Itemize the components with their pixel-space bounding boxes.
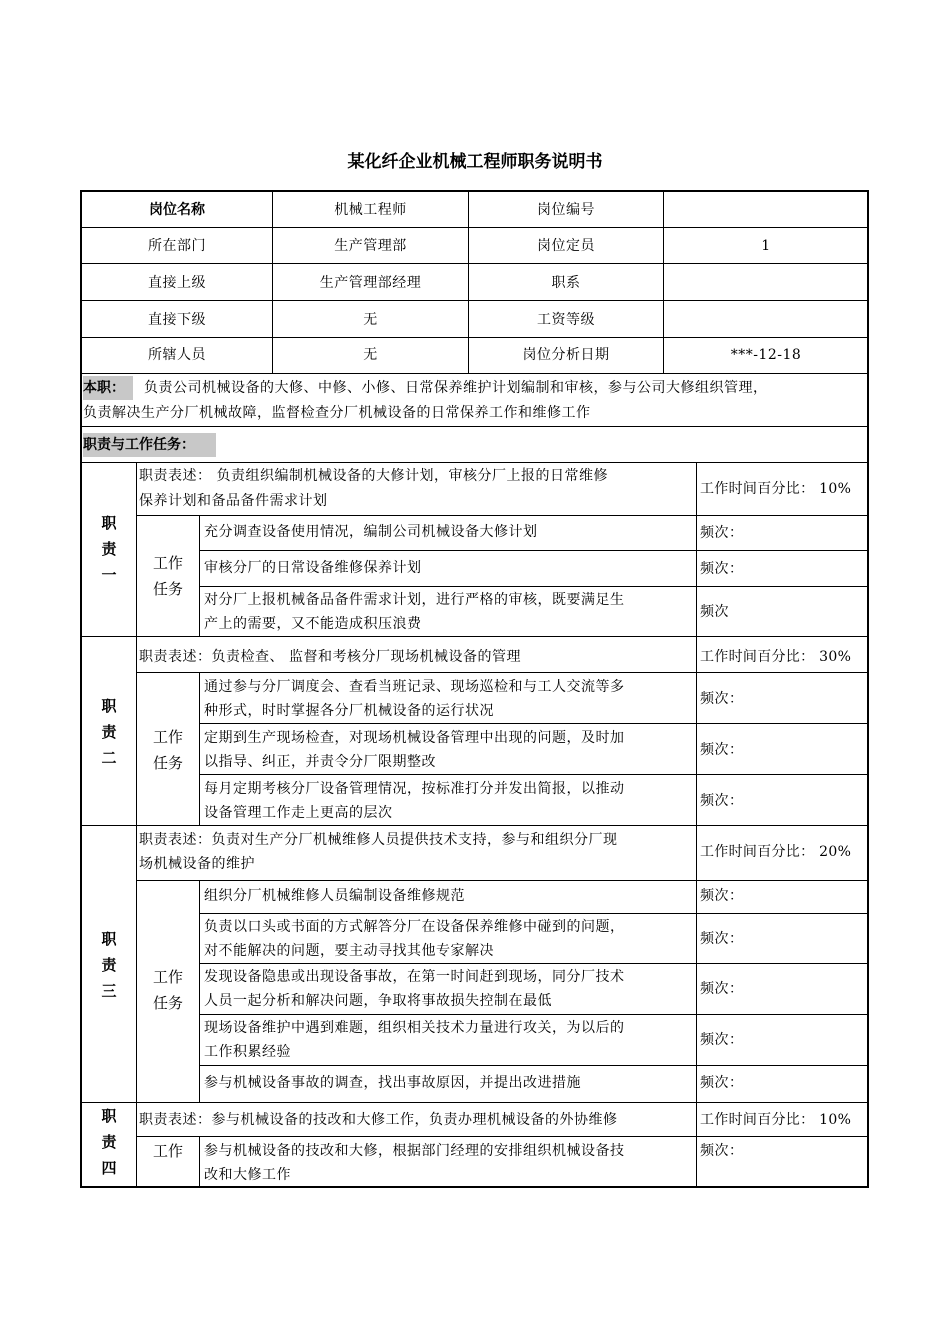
row-divider [81, 337, 868, 338]
duty-2-label [81, 693, 137, 771]
duty-2-percent: 工作时间百分比： 30% [700, 649, 852, 665]
position-code-label: 岗位编号 [537, 202, 595, 218]
duty-2-task-2-line-2: 以指导、纠正，并责令分厂限期整改 [204, 754, 436, 770]
duty-3-task-label [138, 964, 198, 1016]
duty-3-label-text: 职 责 三 [101, 930, 117, 1000]
duty-4-task-label [138, 1138, 198, 1164]
duty-1-task-2: 审核分厂的日常设备维修保养计划 [204, 560, 422, 576]
duty-2-task-2-line-1: 定期到生产现场检查，对现场机械设备管理中出现的问题，及时加 [204, 730, 625, 746]
duty-3-task-2-line-1: 负责以口头或书面的方式解答分厂在设备保养维修中碰到的问题， [204, 919, 625, 935]
row-divider [200, 723, 868, 724]
pay-grade-label: 工资等级 [537, 312, 595, 328]
row-divider [137, 880, 868, 881]
duty-1-task-label-text: 工作 任务 [152, 554, 183, 598]
duty-2-task-1-line-1: 通过参与分厂调度会、查看当班记录、现场巡检和与工人交流等多 [204, 679, 625, 695]
duty-2-task-3-line-2: 设备管理工作走上更高的层次 [204, 805, 393, 821]
duty-1-task-3-line-1: 对分厂上报机械备品备件需求计划，进行严格的审核，既要满足生 [204, 592, 625, 608]
duty-2-task-label [138, 724, 198, 776]
duty-2-label-text: 职 责 二 [101, 697, 117, 767]
column-divider [199, 1136, 200, 1187]
duty-2-statement-line-1: 职责表述：负责检查、 监督和考核分厂现场机械设备的管理 [139, 649, 521, 665]
row-divider [200, 586, 868, 587]
duty-1-label-text: 职 责 一 [101, 514, 117, 584]
duty-2-task-1-line-2: 种形式，时时掌握各分厂机械设备的运行状况 [204, 703, 494, 719]
subordinate-label: 直接下级 [148, 312, 206, 328]
position-name-value: 机械工程师 [334, 202, 407, 218]
duty-1-percent: 工作时间百分比： 10% [700, 481, 852, 497]
headcount-value: 1 [761, 238, 771, 254]
row-divider [200, 550, 868, 551]
duty-3-statement-line-1: 职责表述：负责对生产分厂机械维修人员提供技术支持，参与和组织分厂现 [139, 832, 618, 848]
duty-3-task-4-line-2: 工作积累经验 [204, 1044, 291, 1060]
duty-3-statement-line-2: 场机械设备的维护 [139, 856, 255, 872]
staff-label: 所辖人员 [148, 347, 206, 363]
duty-2-task-3-line-1: 每月定期考核分厂设备管理情况，按标准打分并发出简报，以推动 [204, 781, 625, 797]
duty-3-task-3-line-2: 人员一起分析和解决问题，争取将事故损失控制在最低 [204, 993, 552, 1009]
row-divider [200, 774, 868, 775]
duty-3-task-2-line-2: 对不能解决的问题，要主动寻找其他专家解决 [204, 943, 494, 959]
duty-4-task-label-text: 工作 [152, 1142, 183, 1160]
row-divider [200, 1065, 868, 1066]
row-divider [137, 515, 868, 516]
duty-1-label [81, 510, 137, 588]
supervisor-label: 直接上级 [148, 275, 206, 291]
column-divider [199, 515, 200, 636]
duty-4-label [81, 1103, 137, 1181]
department-label: 所在部门 [148, 238, 206, 254]
row-divider [81, 263, 868, 264]
duty-2-task-3-freq: 频次： [700, 793, 744, 809]
position-name-label: 岗位名称 [149, 202, 205, 218]
duty-3-percent: 工作时间百分比： 20% [700, 844, 852, 860]
row-divider [81, 227, 868, 228]
analysis-date-label: 岗位分析日期 [522, 347, 610, 363]
column-divider [199, 880, 200, 1102]
duty-1-statement-line-1: 职责表述： 负责组织编制机械设备的大修计划，审核分厂上报的日常维修 [139, 468, 608, 484]
row-divider [81, 825, 868, 826]
duty-1-statement-line-2: 保养计划和备品备件需求计划 [139, 493, 328, 509]
duty-4-percent: 工作时间百分比： 10% [700, 1112, 852, 1128]
duty-1-task-1-freq: 频次： [700, 525, 744, 541]
duty-2-task-label-text: 工作 任务 [152, 728, 183, 772]
row-divider [200, 913, 868, 914]
duty-3-task-1-freq: 频次： [700, 888, 744, 904]
duty-3-task-5-freq: 频次： [700, 1075, 744, 1091]
duty-3-task-2-freq: 频次： [700, 931, 744, 947]
duty-1-task-3-freq: 频次 [700, 604, 729, 620]
duty-3-task-4-freq: 频次： [700, 1032, 744, 1048]
duty-1-task-1: 充分调查设备使用情况，编制公司机械设备大修计划 [204, 524, 538, 540]
department-value: 生产管理部 [334, 238, 407, 254]
duty-3-task-3-line-1: 发现设备隐患或出现设备事故，在第一时间赶到现场，同分厂技术 [204, 969, 625, 985]
duty-1-task-3-line-2: 产上的需要，又不能造成积压浪费 [204, 616, 422, 632]
job-family-label: 职系 [551, 275, 581, 291]
duty-3-task-3-freq: 频次： [700, 981, 744, 997]
row-divider [81, 426, 868, 427]
column-divider [199, 672, 200, 825]
core-duty-line-1: 负责公司机械设备的大修、中修、小修、日常保养维护计划编制和审核，参与公司大修组织管理， [144, 380, 768, 396]
row-divider [200, 963, 868, 964]
subordinate-value: 无 [363, 312, 378, 328]
core-duty-line-2: 负责解决生产分厂机械故障，监督检查分厂机械设备的日常保养工作和维修工作 [83, 405, 591, 421]
column-divider [696, 462, 697, 1187]
row-divider [81, 373, 868, 374]
duty-4-task-1-line-2: 改和大修工作 [204, 1167, 291, 1183]
section-header: 职责与工作任务： [83, 433, 216, 457]
supervisor-value: 生产管理部经理 [319, 275, 422, 291]
row-divider [81, 1102, 868, 1103]
duty-4-statement-line-1: 职责表述：参与机械设备的技改和大修工作，负责办理机械设备的外协维修 [139, 1112, 618, 1128]
duty-1-task-label [138, 550, 198, 602]
duty-3-task-4-line-1: 现场设备维护中遇到难题，组织相关技术力量进行攻关，为以后的 [204, 1020, 625, 1036]
page-title: 某化纤企业机械工程师职务说明书 [347, 152, 603, 172]
duty-2-task-2-freq: 频次： [700, 742, 744, 758]
duty-1-task-2-freq: 频次： [700, 561, 744, 577]
duty-3-label [81, 926, 137, 1004]
duty-4-label-text: 职 责 四 [101, 1107, 117, 1177]
row-divider [81, 462, 868, 463]
row-divider [200, 1014, 868, 1015]
row-divider [81, 300, 868, 301]
row-divider [81, 636, 868, 637]
headcount-label: 岗位定员 [537, 238, 595, 254]
duty-4-task-1-freq: 频次： [700, 1143, 744, 1159]
duty-3-task-1: 组织分厂机械维修人员编制设备维修规范 [204, 888, 465, 904]
row-divider [137, 672, 868, 673]
staff-value: 无 [363, 347, 378, 363]
duty-3-task-label-text: 工作 任务 [152, 968, 183, 1012]
core-duty-label: 本职： [83, 376, 133, 400]
duty-2-task-1-freq: 频次： [700, 691, 744, 707]
analysis-date-value: ***-12-18 [730, 347, 802, 363]
row-divider [137, 1136, 868, 1137]
duty-3-task-5: 参与机械设备事故的调查，找出事故原因，并提出改进措施 [204, 1075, 581, 1091]
duty-4-task-1-line-1: 参与机械设备的技改和大修，根据部门经理的安排组织机械设备技 [204, 1143, 625, 1159]
